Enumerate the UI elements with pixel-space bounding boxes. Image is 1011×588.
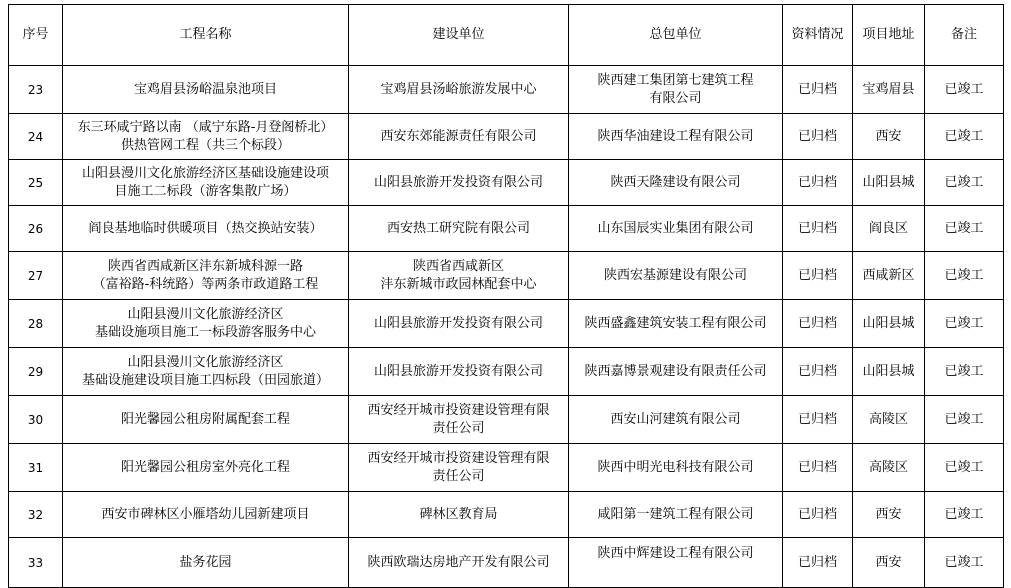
address-cell: 山阳县城 [853, 300, 925, 348]
contractor-cell [569, 396, 783, 444]
seq-cell: 29 [9, 348, 63, 396]
contractor-line: 陕西盛鑫建筑安装工程有限公司 [584, 315, 767, 331]
contractor-line: 西安山河建筑有限公司 [610, 411, 741, 427]
project-line: 西安市碑林区小雁塔幼儿园新建项目 [101, 506, 310, 522]
contractor-cell [569, 114, 783, 160]
builder-line: 责任公司 [432, 420, 485, 436]
docs-status-cell: 已归档 [783, 160, 853, 206]
header-docs-status: 资料情况 [783, 5, 853, 66]
header-remark: 备注 [925, 5, 1004, 66]
seq-cell: 25 [9, 160, 63, 206]
contractor-line: 陕西中明光电科技有限公司 [597, 459, 754, 475]
contractor-line: 陕西嘉博景观建设有限责任公司 [584, 363, 767, 379]
project-name-cell [63, 492, 349, 538]
project-line: 供热管网工程（共三个标段） [120, 137, 290, 153]
builder-line: 山阳县旅游开发投资有限公司 [373, 315, 543, 331]
table-row [9, 444, 1004, 492]
header-address: 项目地址 [853, 5, 925, 66]
seq-cell: 33 [9, 538, 63, 588]
project-line: 基础设施项目施工一标段游客服务中心 [94, 324, 316, 340]
remark-cell: 已竣工 [925, 538, 1004, 588]
address-cell: 山阳县城 [853, 160, 925, 206]
seq-cell: 27 [9, 252, 63, 300]
builder-cell [349, 492, 569, 538]
seq-cell: 26 [9, 206, 63, 252]
builder-line: 山阳县旅游开发投资有限公司 [373, 174, 543, 190]
address-cell: 西安 [853, 114, 925, 160]
contractor-line: 有限公司 [649, 90, 702, 106]
builder-cell [349, 348, 569, 396]
builder-cell [349, 300, 569, 348]
address-cell: 阎良区 [853, 206, 925, 252]
table-row [9, 114, 1004, 160]
remark-cell: 已竣工 [925, 160, 1004, 206]
contractor-cell [569, 444, 783, 492]
contractor-cell [569, 348, 783, 396]
docs-status-cell: 已归档 [783, 348, 853, 396]
docs-status-cell: 已归档 [783, 444, 853, 492]
header-contractor: 总包单位 [569, 5, 783, 66]
project-name-cell [63, 300, 349, 348]
header-builder: 建设单位 [349, 5, 569, 66]
builder-line: 责任公司 [432, 468, 485, 484]
contractor-cell [569, 252, 783, 300]
address-cell: 高陵区 [853, 444, 925, 492]
table-row [9, 300, 1004, 348]
contractor-line: 陕西华油建设工程有限公司 [597, 128, 754, 144]
docs-status-cell: 已归档 [783, 66, 853, 114]
project-line: 阎良基地临时供暖项目（热交换站安装） [88, 220, 323, 236]
seq-cell: 24 [9, 114, 63, 160]
builder-cell [349, 66, 569, 114]
address-cell: 西咸新区 [853, 252, 925, 300]
contractor-line: 山东国辰实业集团有限公司 [597, 220, 754, 236]
address-cell: 宝鸡眉县 [853, 66, 925, 114]
remark-cell: 已竣工 [925, 252, 1004, 300]
project-line: 东三环咸宁路以南 （咸宁东路-月登阁桥北） [77, 119, 334, 135]
builder-cell [349, 396, 569, 444]
project-line: 阳光馨园公租房附属配套工程 [120, 411, 290, 427]
project-line: 陕西省西咸新区沣东新城科源一路 [107, 258, 303, 274]
address-cell: 山阳县城 [853, 348, 925, 396]
project-table-container [8, 4, 1004, 588]
project-name-cell [63, 160, 349, 206]
contractor-cell [569, 492, 783, 538]
table-row [9, 252, 1004, 300]
remark-cell: 已竣工 [925, 492, 1004, 538]
address-cell: 西安 [853, 492, 925, 538]
remark-cell: 已竣工 [925, 300, 1004, 348]
seq-cell: 23 [9, 66, 63, 114]
table-row [9, 206, 1004, 252]
address-cell: 高陵区 [853, 396, 925, 444]
builder-line: 西安经开城市投资建设管理有限 [367, 402, 550, 418]
header-row [9, 5, 1004, 66]
table-row [9, 66, 1004, 114]
table-row [9, 396, 1004, 444]
contractor-cell [569, 66, 783, 114]
project-line: 山阳县漫川文化旅游经济区 [127, 354, 284, 370]
project-line: 宝鸡眉县汤峪温泉池项目 [133, 81, 277, 97]
docs-status-cell: 已归档 [783, 206, 853, 252]
builder-cell [349, 114, 569, 160]
project-line: 盐务花园 [179, 554, 232, 570]
seq-cell: 31 [9, 444, 63, 492]
contractor-line: 陕西宏基源建设有限公司 [603, 267, 747, 283]
project-table [8, 4, 1004, 588]
project-name-cell [63, 114, 349, 160]
docs-status-cell: 已归档 [783, 492, 853, 538]
project-name-cell [63, 396, 349, 444]
builder-line: 碑林区教育局 [419, 506, 498, 522]
project-name-cell [63, 66, 349, 114]
builder-cell [349, 538, 569, 588]
builder-line: 西安热工研究院有限公司 [386, 220, 530, 236]
project-line: 目施工二标段（游客集散广场） [114, 183, 297, 199]
seq-cell: 28 [9, 300, 63, 348]
contractor-line: 陕西天隆建设有限公司 [610, 174, 741, 190]
builder-line: 宝鸡眉县汤峪旅游发展中心 [380, 81, 537, 97]
contractor-cell [569, 206, 783, 252]
builder-line: 西安东郊能源责任有限公司 [380, 128, 537, 144]
contractor-cell [569, 160, 783, 206]
project-line: 山阳县漫川文化旅游经济区 [127, 306, 284, 322]
builder-cell [349, 160, 569, 206]
docs-status-cell: 已归档 [783, 252, 853, 300]
contractor-line: 陕西建工集团第七建筑工程 [597, 72, 754, 88]
remark-cell: 已竣工 [925, 444, 1004, 492]
seq-cell: 32 [9, 492, 63, 538]
docs-status-cell: 已归档 [783, 396, 853, 444]
builder-line: 陕西欧瑞达房地产开发有限公司 [367, 554, 550, 570]
contractor-line: 陕西中辉建设工程有限公司 [597, 545, 754, 561]
table-body [9, 66, 1004, 588]
header-project-name: 工程名称 [63, 5, 349, 66]
builder-line: 西安经开城市投资建设管理有限 [367, 450, 550, 466]
remark-cell: 已竣工 [925, 206, 1004, 252]
contractor-cell [569, 300, 783, 348]
contractor-line [572, 563, 779, 581]
builder-line: 陕西省西咸新区 [412, 258, 504, 274]
builder-cell [349, 252, 569, 300]
table-row [9, 160, 1004, 206]
table-row [9, 538, 1004, 588]
builder-cell [349, 206, 569, 252]
header-seq: 序号 [9, 5, 63, 66]
contractor-cell [569, 538, 783, 588]
remark-cell: 已竣工 [925, 114, 1004, 160]
project-name-cell [63, 538, 349, 588]
project-line: 基础设施建设项目施工四标段（田园旅道） [81, 372, 329, 388]
docs-status-cell: 已归档 [783, 300, 853, 348]
docs-status-cell: 已归档 [783, 114, 853, 160]
remark-cell: 已竣工 [925, 348, 1004, 396]
project-line: （富裕路-科统路）等两条市政道路工程 [92, 276, 319, 292]
remark-cell: 已竣工 [925, 66, 1004, 114]
builder-line: 山阳县旅游开发投资有限公司 [373, 363, 543, 379]
contractor-line: 咸阳第一建筑工程有限公司 [597, 506, 754, 522]
project-name-cell [63, 252, 349, 300]
table-row [9, 348, 1004, 396]
remark-cell: 已竣工 [925, 396, 1004, 444]
project-line: 山阳县漫川文化旅游经济区基础设施建设项 [81, 165, 329, 181]
docs-status-cell: 已归档 [783, 538, 853, 588]
project-name-cell [63, 348, 349, 396]
table-row [9, 492, 1004, 538]
address-cell: 西安 [853, 538, 925, 588]
project-name-cell [63, 206, 349, 252]
project-line: 阳光馨园公租房室外亮化工程 [120, 459, 290, 475]
project-name-cell [63, 444, 349, 492]
builder-cell [349, 444, 569, 492]
seq-cell: 30 [9, 396, 63, 444]
builder-line: 沣东新城市政园林配套中心 [380, 276, 537, 292]
